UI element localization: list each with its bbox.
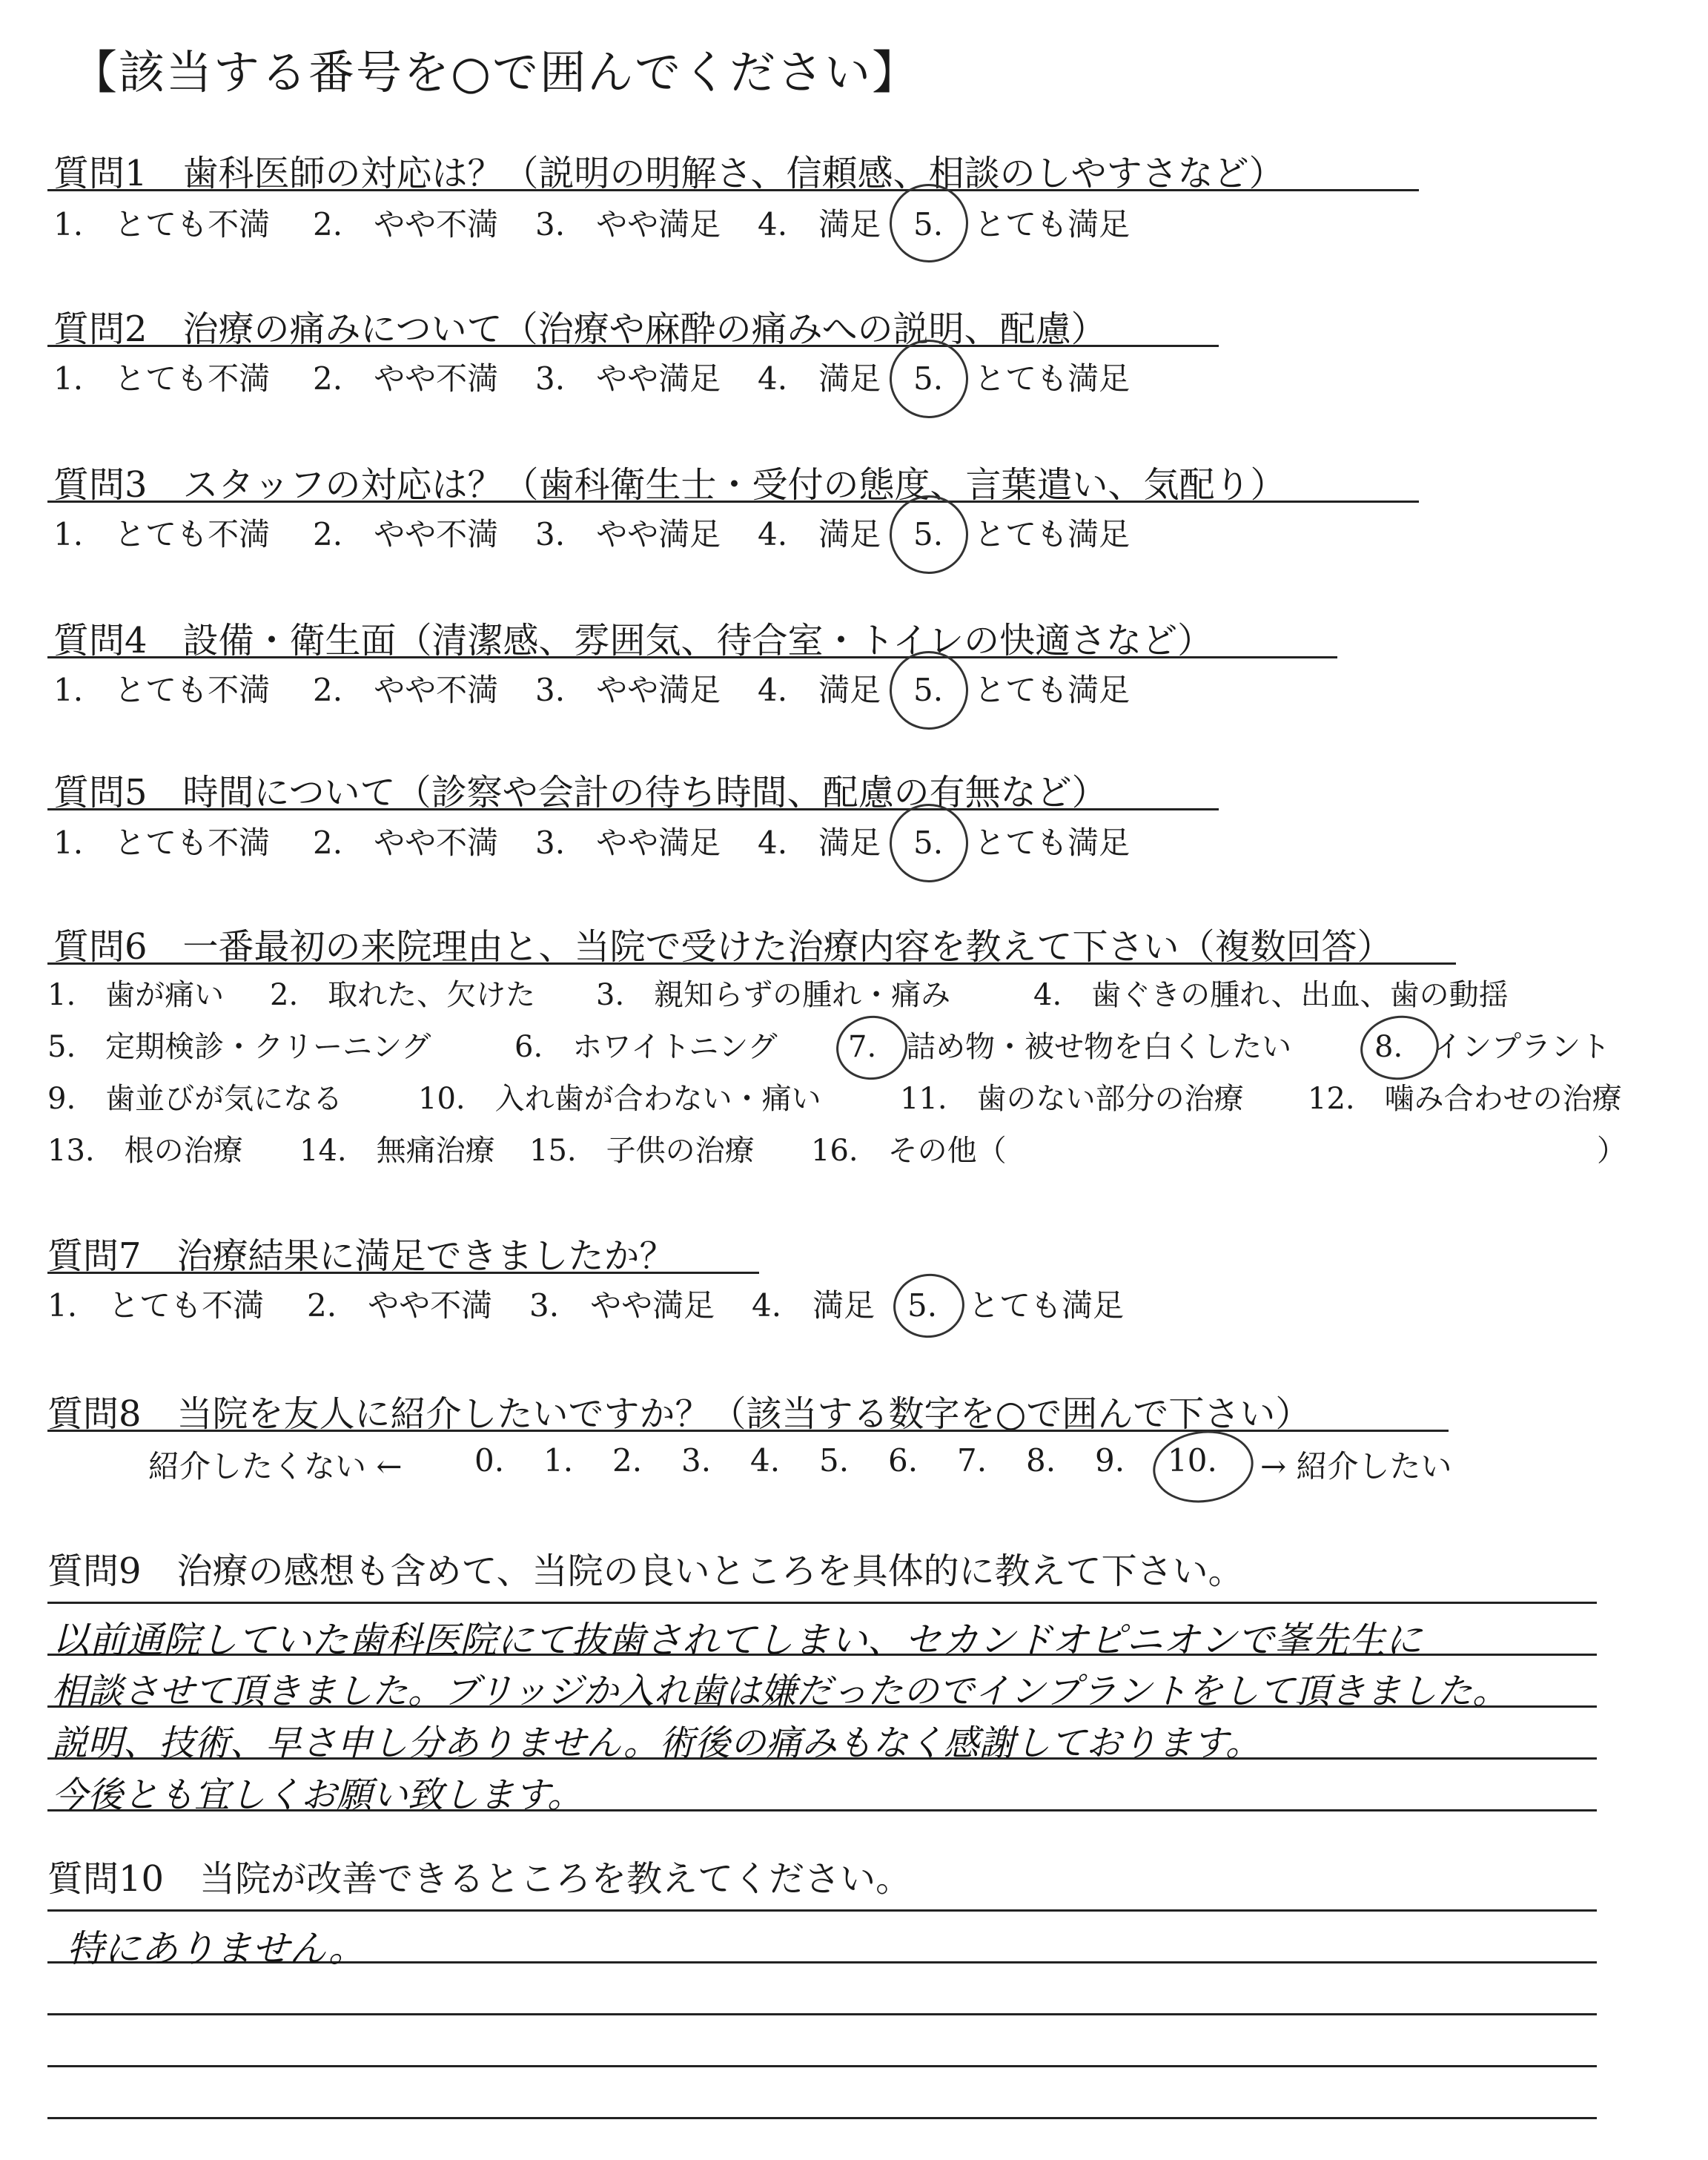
page-heading: 【該当する番号を○で囲んでください】 (71, 45, 920, 99)
scale-option[interactable]: 3. やや満足 (535, 516, 721, 552)
selection-circle-q7 (889, 1269, 968, 1343)
recommend-number[interactable]: 2. (612, 1442, 643, 1479)
treatment-option[interactable]: 9. 歯並びが気になる (47, 1082, 343, 1116)
scale-option[interactable]: 4. 満足 (758, 825, 881, 861)
scale-option[interactable]: 5. とても満足 (913, 672, 1131, 708)
question-5-options (53, 819, 1314, 863)
q9-answer-line-3: 説明、技術、早さ申し分ありません。術後の痛みもなく感謝しております。 (52, 1723, 1262, 1764)
question-8-scale (148, 1442, 1520, 1487)
q9-answer-line-2: 相談させて頂きました。ブリッジか入れ歯は嫌だったのでインプラントをして頂きました。 (52, 1671, 1509, 1712)
scale-option[interactable]: 2. やや不満 (313, 206, 499, 242)
scale-option[interactable]: 3. やや満足 (535, 360, 721, 397)
question-1-underline (47, 189, 1419, 191)
question-1-options (53, 200, 1314, 245)
question-4-title: 質問4 設備・衛生面（清潔感、雰囲気、待合室・トイレの快適さなど） (53, 620, 1214, 661)
treatment-option[interactable]: 10. 入れ歯が合わない・痛い (418, 1082, 821, 1116)
question-6-title: 質問6 一番最初の来院理由と、当院で受けた治療内容を教えて下さい（複数回答） (53, 926, 1393, 968)
treatment-option[interactable]: 5. 定期検診・クリーニング (47, 1030, 431, 1064)
answer-rule (47, 1602, 1597, 1604)
question-8-underline (47, 1430, 1449, 1432)
question-3-title: 質問3 スタッフの対応は？（歯科衛生士・受付の態度、言葉遣い、気配り） (53, 464, 1286, 506)
question-7-underline (47, 1272, 759, 1274)
treatment-option[interactable]: 3. 親知らずの腫れ・痛み (596, 978, 951, 1012)
question-2-title: 質問2 治療の痛みについて（治療や麻酔の痛みへの説明、配慮） (53, 308, 1107, 350)
treatment-option[interactable]: 16. その他（ (811, 1134, 1007, 1168)
scale-option[interactable]: 2. やや不満 (307, 1287, 493, 1324)
recommend-number[interactable]: 3. (681, 1442, 712, 1479)
recommend-number[interactable]: 9. (1095, 1442, 1125, 1479)
treatment-option[interactable]: 8. インプラント (1374, 1030, 1611, 1064)
scale-option[interactable]: 5. とても満足 (907, 1287, 1125, 1324)
treatment-option[interactable]: 7. 詰め物・被せ物を白くしたい (848, 1030, 1292, 1064)
treatment-option[interactable]: 6. ホワイトニング (514, 1030, 778, 1064)
scale-option[interactable]: 1. とても不満 (47, 1287, 265, 1324)
scale-option[interactable]: 3. やや満足 (535, 825, 721, 861)
question-9-title: 質問9 治療の感想も含めて、当院の良いところを具体的に教えて下さい。 (47, 1550, 1244, 1592)
question-10-title: 質問10 当院が改善できるところを教えてください。 (47, 1858, 912, 1900)
scale-option[interactable]: 2. やや不満 (313, 516, 499, 552)
scale-option[interactable]: 3. やや満足 (529, 1287, 715, 1324)
scale-option[interactable]: 4. 満足 (758, 360, 881, 397)
question-1-title: 質問1 歯科医師の対応は？（説明の明解さ、信頼感、相談のしやすさなど） (53, 153, 1285, 194)
treatment-option[interactable]: 4. 歯ぐきの腫れ、出血、歯の動揺 (1033, 978, 1509, 1012)
treatment-option[interactable]: 11. 歯のない部分の治療 (900, 1082, 1244, 1116)
question-4-underline (47, 656, 1337, 658)
scale-option[interactable]: 3. やや満足 (535, 206, 721, 242)
question-5-underline (47, 808, 1219, 810)
scale-option[interactable]: 2. やや不満 (313, 360, 499, 397)
selection-circle-q8 (1148, 1424, 1258, 1509)
scale-right-label: → 紹介したい (1260, 1448, 1452, 1484)
scale-option[interactable]: 1. とても不満 (53, 360, 271, 397)
question-2-underline (47, 345, 1219, 347)
recommend-number[interactable]: 8. (1026, 1442, 1056, 1479)
question-6-underline (47, 962, 1456, 965)
scale-option[interactable]: 1. とても不満 (53, 672, 271, 708)
answer-rule (47, 2065, 1597, 2067)
scale-option[interactable]: 2. やや不満 (313, 672, 499, 708)
scale-option[interactable]: 4. 満足 (758, 516, 881, 552)
recommend-number[interactable]: 10. (1168, 1442, 1217, 1479)
question-7-options (47, 1281, 1308, 1326)
q10-answer-line-1: 特にありません。 (67, 1927, 365, 1970)
scale-left-label: 紹介したくない ← (148, 1448, 403, 1484)
question-2-options (53, 354, 1314, 399)
scale-option[interactable]: 2. やや不満 (313, 825, 499, 861)
treatment-option[interactable]: 14. 無痛治療 (299, 1134, 495, 1168)
recommend-number[interactable]: 1. (543, 1442, 574, 1479)
question-5-title: 質問5 時間について（診察や会計の待ち時間、配慮の有無など） (53, 772, 1108, 813)
recommend-number[interactable]: 4. (750, 1442, 781, 1479)
recommend-number[interactable]: 5. (819, 1442, 850, 1479)
q9-answer-line-4: 今後とも宜しくお願い致します。 (52, 1774, 583, 1816)
recommend-number[interactable]: 7. (957, 1442, 987, 1479)
scale-option[interactable]: 5. とても満足 (913, 516, 1131, 552)
scale-option[interactable]: 1. とても不満 (53, 825, 271, 861)
scale-option[interactable]: 1. とても不満 (53, 516, 271, 552)
scale-option[interactable]: 5. とても満足 (913, 206, 1131, 242)
recommend-number[interactable]: 0. (474, 1442, 505, 1479)
scale-option[interactable]: 1. とても不満 (53, 206, 271, 242)
scale-option[interactable]: 3. やや満足 (535, 672, 721, 708)
scale-option[interactable]: 5. とても満足 (913, 360, 1131, 397)
scale-option[interactable]: 4. 満足 (758, 206, 881, 242)
recommend-number[interactable]: 6. (888, 1442, 918, 1479)
question-8-title: 質問8 当院を友人に紹介したいですか？（該当する数字を○で囲んで下さい） (47, 1393, 1311, 1435)
question-3-options (53, 510, 1314, 555)
scale-option[interactable]: 4. 満足 (752, 1287, 875, 1324)
scale-option[interactable]: 4. 満足 (758, 672, 881, 708)
treatment-option[interactable]: 1. 歯が痛い (47, 978, 225, 1012)
answer-rule (47, 2013, 1597, 2015)
question-3-underline (47, 501, 1419, 503)
treatment-option[interactable]: 2. 取れた、欠けた (270, 978, 536, 1012)
treatment-other-close: ） (1597, 1134, 1626, 1168)
answer-rule (47, 1909, 1597, 1912)
scale-option[interactable]: 5. とても満足 (913, 825, 1131, 861)
question-7-title: 質問7 治療結果に満足できましたか？ (47, 1235, 675, 1277)
answer-rule (47, 2117, 1597, 2119)
treatment-option[interactable]: 15. 子供の治療 (529, 1134, 755, 1168)
question-4-options (53, 666, 1314, 710)
treatment-option[interactable]: 12. 噛み合わせの治療 (1308, 1082, 1622, 1116)
treatment-option[interactable]: 13. 根の治療 (47, 1134, 243, 1168)
q9-answer-line-1: 以前通院していた歯科医院にて抜歯されてしまい、セカンドオピニオンで峯先生に (52, 1619, 1423, 1662)
